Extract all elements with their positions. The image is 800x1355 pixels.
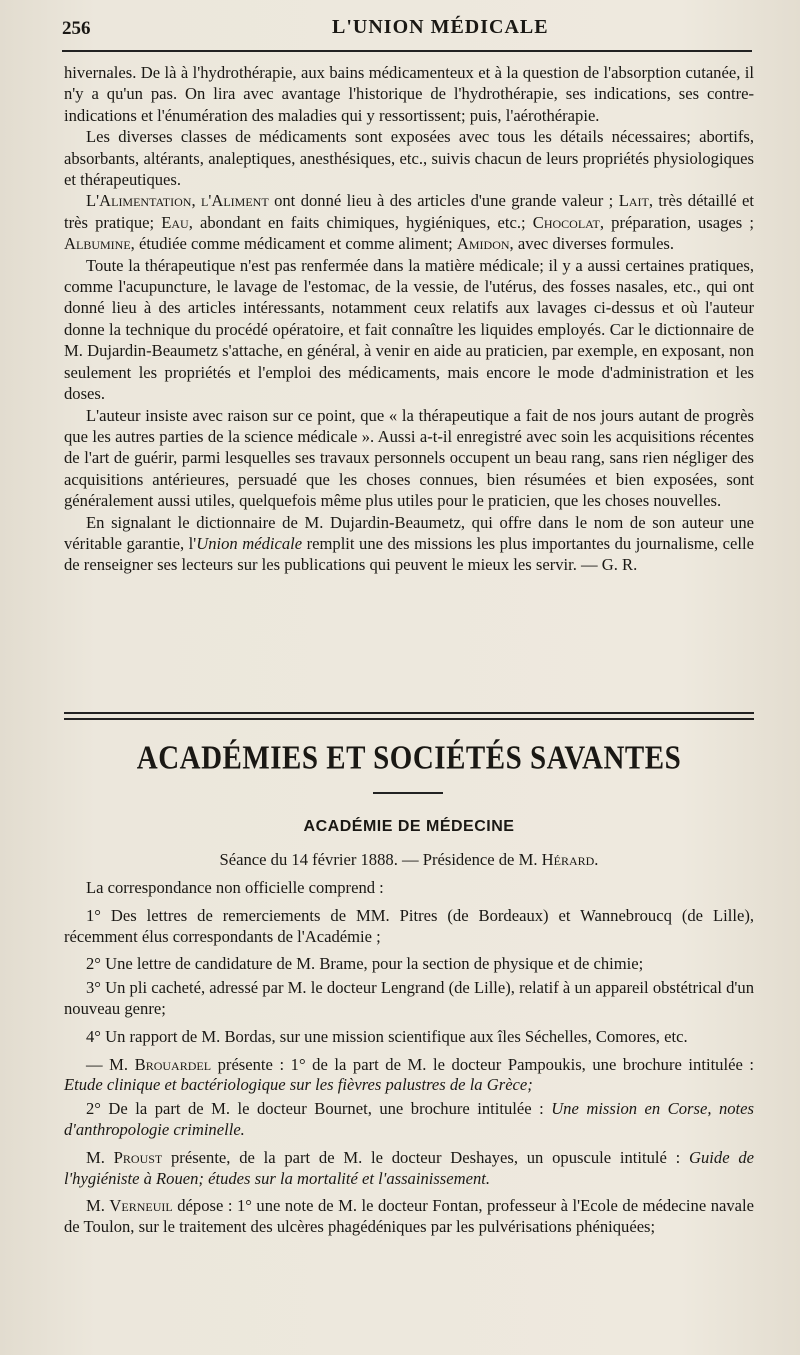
text-run: 2° De la part de M. le docteur Bournet, une brochure intitulée : [86,1099,552,1119]
term-lait: Lait [618,191,649,211]
text-run: , préparation, usages ; [599,212,754,232]
running-title: L'UNION MÉDICALE [332,16,549,38]
text-run: , avec diverses formules. [509,234,675,254]
term-alimentation: L'Alimentation [86,191,192,211]
work-title: Guide de l'hygiéniste à Rouen; études sur la mortalité et l'assainissement. [64,1147,754,1188]
journal-title: Union médicale [196,533,303,553]
section-divider [64,712,754,720]
minutes-brouardel [64,1055,754,1097]
review-paragraph-4: Toute la thérapeutique n'est pas renfermée dans la matière médicale; il y a aussi certaines pratiques, comme l'acupuncture, le lavage de l'estomac, de la vessie, de l'utérus, des fosses nasales, etc., qui ont donné lieu à des articles intéressants, notamment ceux relatifs aux lavages ci-dessus et où l'auteur donne la technique du procédé opératoire, et fait connaître les liquides employés. Car le dictionnaire de M. Dujardin-Beaumetz s'attache, en général, à venir en aide au praticien, par exemple, en exposant, non seulement les propriétés et l'emploi des médicaments, mais encore le mode d'administration et les doses. [64,255,754,404]
minutes-item-4: 4° Un rapport de M. Bordas, sur une mission scientifique aux îles Séchelles, Comores, etc. [86,1026,688,1046]
text-run: , étudiée comme médicament et comme aliment; [130,234,457,254]
text-run: , très détaillé et très pratique; [64,191,754,232]
term-chocolat: Chocolat [532,212,600,232]
review-paragraph-1: hivernales. De là à l'hydrothérapie, aux bains médicamenteux et à la question de l'absorption cutanée, il n'y a qu'un pas. On lira avec avantage l'historique de l'hydrothérapie, ses indications, ses contre-indications et l'énumération des maladies qui y ressortissent; puis, l'aérothérapie. [64,63,754,125]
term-albumine: Albumine [64,234,131,254]
minutes-verneuil [64,1196,754,1238]
minutes-item-1: 1° Des lettres de remerciements de MM. Pitres (de Bordeaux) et Wannebroucq (de Lille), récemment élus correspondants de l'Académie ; [64,905,754,946]
session-minutes [64,878,754,1245]
text-run: — M. [86,1054,135,1074]
minutes-item-2: 2° Une lettre de candidature de M. Brame, pour la section de physique et de chimie; [86,954,644,974]
page-header [62,14,752,44]
text-run: dépose : 1° une note de M. le docteur Fontan, professeur à l'Ecole de médecine navale de Toulon, sur le traitement des ulcères phagédéniques par les pulvérisations phéniquées; [64,1196,754,1237]
page-number: 256 [62,18,91,39]
text-run: M. [86,1196,110,1216]
header-rule [62,50,752,52]
term-eau: Eau [161,212,189,232]
minutes-proust [64,1148,754,1190]
term-amidon: Amidon [456,234,510,254]
minutes-item-3: 3° Un pli cacheté, adressé par M. le docteur Lengrand (de Lille), relatif à un appareil obstétrical d'un nouveau genre; [64,978,754,1018]
minutes-bournet [64,1099,754,1141]
review-paragraph-5: L'auteur insiste avec raison sur ce point, que « la thérapeutique a fait de nos jours autant de progrès que les autres parties de la science médicale ». Aussi a-t-il enregistré avec soin les acquisitions récentes de l'art de guérir, parmi lesquelles ses travaux personnels occupent un beau rang, sans rien négliger des acquisitions antérieures, persuadé que les choses connues, bien résumées et bien exposées, sont généralement aussi utiles, quelquefois même plus utiles pour le praticien, que les choses nouvelles. [64,405,754,511]
member-name: Brouardel [134,1054,212,1074]
review-paragraph-3 [64,190,754,254]
work-title: Une mission en Corse, notes d'anthropologie criminelle. [64,1099,754,1139]
review-paragraph-6 [64,512,754,576]
president-name: Hérard [541,850,595,869]
text-run: ont donné lieu à des articles d'une grande valeur ; [268,191,619,211]
member-name: Proust [113,1147,163,1167]
member-name: Verneuil [109,1196,173,1216]
subsection-title: ACADÉMIE DE MÉDECINE [303,818,515,835]
term-aliment: l'Aliment [201,191,269,211]
text-run: présente : 1° de la part de M. le docteur Pampoukis, une brochure intitulée : [211,1054,754,1074]
text-run: M. [86,1147,114,1167]
title-rule [373,792,443,794]
text-run: Séance du 14 février 1888. — Présidence de M. [219,850,542,869]
minutes-intro: La correspondance non officielle comprend : [86,878,384,897]
text-run: , abondant en faits chimiques, hygiéniques, etc.; [188,212,533,232]
text-run: En signalant le dictionnaire de M. Dujardin-Beaumetz, qui offre dans le nom de son auteur une véritable garantie, l' [64,512,754,553]
review-paragraph-2: Les diverses classes de médicaments sont exposées avec tous les détails nécessaires; abortifs, absorbants, altérants, analeptiques, anesthésiques, etc., suivis chacun de leurs propriétés physiologiques et thérapeutiques. [64,127,754,190]
work-title: Etude clinique et bactériologique sur les fièvres palustres de la Grèce; [64,1075,533,1095]
book-review [64,62,754,576]
session-line [64,850,754,870]
text-run: . [594,850,599,869]
text-run: présente, de la part de M. le docteur Deshayes, un opuscule intitulé : [162,1147,690,1167]
section-title: ACADÉMIES ET SOCIÉTÉS SAVANTES [136,739,682,777]
text-run: remplit une des missions les plus importantes du journalisme, celle de renseigner ses lecteurs sur les publications qui peuvent le mieux les servir. — G. R. [64,533,755,575]
text-run: , [191,191,202,211]
